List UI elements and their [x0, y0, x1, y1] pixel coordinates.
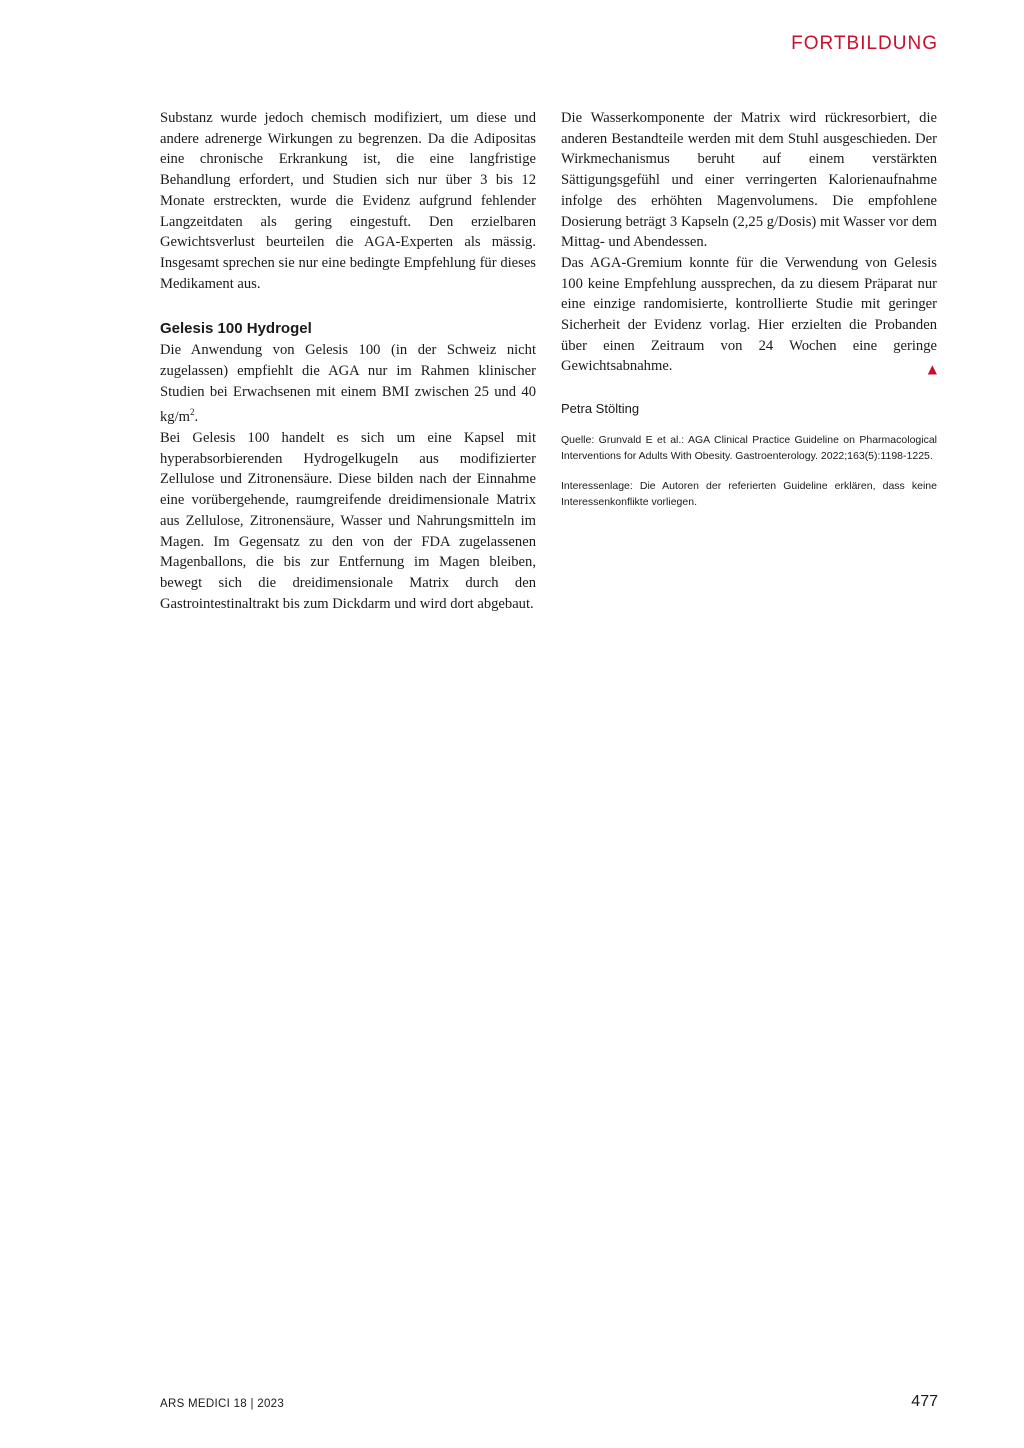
journal-footer: ARS MEDICI 18 | 2023 — [160, 1398, 285, 1410]
body-paragraph — [561, 253, 937, 377]
intro-paragraph: Substanz wurde jedoch chemisch modifiziert, um diese und andere adrenerge Wirkungen zu begrenzen. Da die Adipositas eine chronische Erkrankung ist, die eine langfristige Behandlung erfordert, und Studien sich nur über 3 bis 12 Monate erstreckten, wurde die Evidenz aufgrund fehlender Langzeitdaten als gering eingestuft. Den erzielbaren Gewichtsverlust beurteilen die AGA-Experten als mässig. Insgesamt sprechen sie nur eine bedingte Empfehlung für dieses Medikament aus. — [160, 110, 536, 292]
page-number: 477 — [911, 1393, 938, 1410]
body-paragraph: Bei Gelesis 100 handelt es sich um eine Kapsel mit hyperabsorbierenden Hydrogelkugeln aus modifizierter Zellulose und Zitronensäure. Diese bilden nach der Einnahme eine vorübergehende, raumgreifende dreidimensionale Matrix aus Zellulose, Zitronensäure, Wasser und Nahrungsmitteln im Magen. Im Gegensatz zu den von der FDA zugelassenen Magenballons, die bis zur Entfernung im Magen bleiben, bewegt sich die dreidimensionale Matrix durch den Gastrointestinaltrakt bis zum Dickdarm und wird dort abgebaut. — [160, 430, 536, 612]
body-paragraph: Die Wasserkomponente der Matrix wird rückresorbiert, die anderen Bestandteile werden mit dem Stuhl ausgeschieden. Der Wirkmechanismus beruht auf einem verstärkten Sättigungsgefühl und einer verringerten Kalorienaufnahme infolge des erhöhten Magenvolumens. Die empfohlene Dosierung beträgt 3 Kapseln (2,25 g/Dosis) mit Wasser vor dem Mittag- und Abendessen. — [561, 110, 937, 251]
body-text: Das AGA-Gremium konnte für die Verwendung von Gelesis 100 keine Empfehlung aussprechen, da zu diesem Präparat nur eine einzige randomisierte, kontrollierte Studie mit geringer Sicherheit der Evidenz vorlag. Hier erzielten die Probanden über einen Zeitraum von 24 Wochen eine geringe Gewichtsabnahme. — [561, 254, 937, 375]
body-text: Die Anwendung von Gelesis 100 (in der Schweiz nicht zugelassen) empfiehlt die AGA nur im Rahmen klinischer Studien bei Erwachsenen mit einem BMI zwischen 25 und 40 kg/m — [160, 342, 536, 426]
conflict-note: Interessenlage: Die Autoren der referierten Guideline erklären, dass keine Interessenkonflikte vorliegen. — [561, 480, 937, 508]
end-triangle-icon: ▲ — [927, 362, 937, 377]
left-column — [160, 108, 536, 614]
source-note: Quelle: Grunvald E et al.: AGA Clinical Practice Guideline on Pharmacological Interventions for Adults With Obesity. Gastroenterology. 2022;163(5):1198-1225. — [561, 434, 937, 462]
section-heading: Gelesis 100 Hydrogel — [160, 320, 312, 338]
body-text-end: . — [194, 409, 199, 426]
author-name: Petra Stölting — [561, 401, 640, 417]
superscript: 2 — [190, 407, 195, 418]
body-paragraph — [160, 340, 536, 428]
right-column — [561, 108, 937, 510]
section-label: FORTBILDUNG — [791, 33, 938, 54]
